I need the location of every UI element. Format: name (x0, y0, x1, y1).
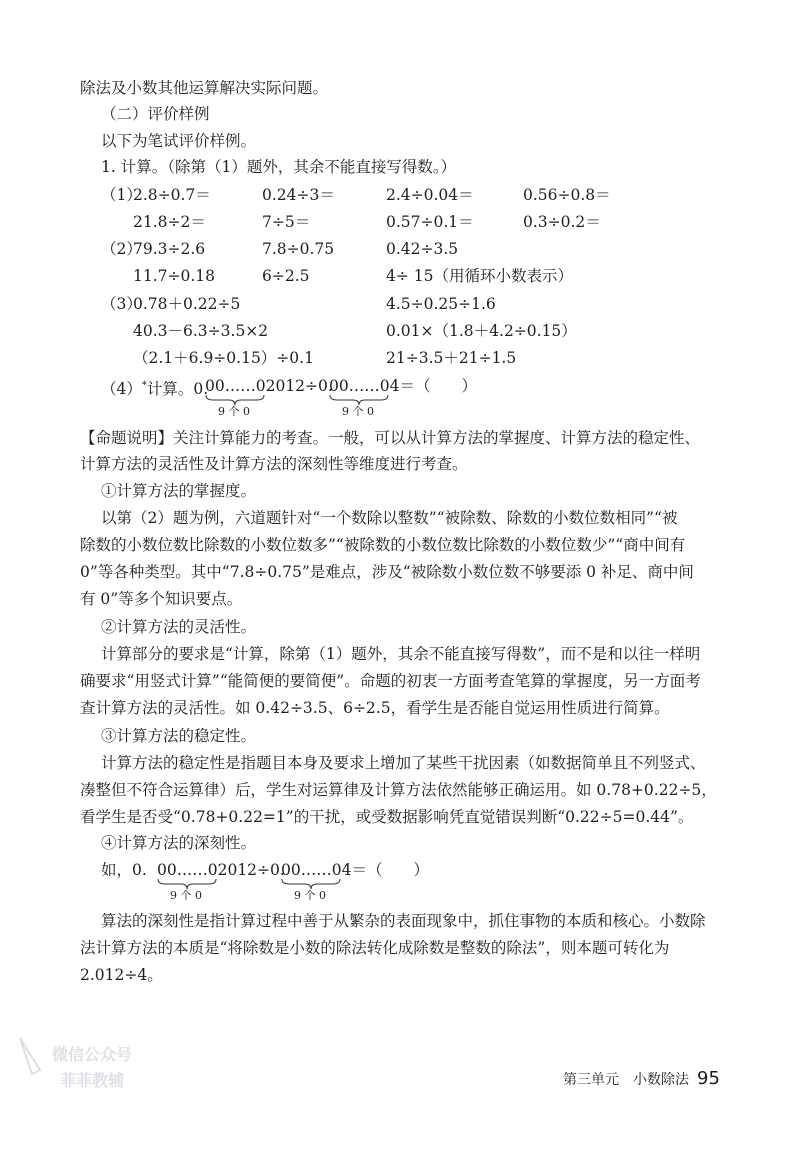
text-line: 【命题说明】关注计算能力的考查。一般，可以从计算方法的掌握度、计算方法的稳定性、 (80, 429, 701, 447)
star-mark: * (141, 380, 147, 391)
exercise: 2.4÷0.04＝ (386, 186, 474, 204)
exercise: 2.8÷0.7＝ (133, 186, 211, 204)
exercise: 40.3－6.3÷3.5×2 (133, 322, 269, 340)
number-text: 02012÷0. (255, 377, 333, 395)
page-footer (563, 1068, 720, 1089)
example-prefix: 如，0. (101, 861, 147, 879)
exercise: 4.5÷0.25÷1.6 (386, 295, 496, 313)
brace-label: 9 个 0 (294, 889, 326, 902)
unit-title: 第三单元 小数除法 (563, 1072, 689, 1088)
exercise: 7÷5＝ (262, 213, 311, 231)
text-line: 计算部分的要求是“计算，除第（1）题外，其余不能直接写得数”，而不是和以往一样明 (101, 645, 701, 663)
text-line: 以第（2）题为例，六道题针对“一个数除以整数”“被除数、除数的小数位数相同”“被 (101, 509, 678, 527)
question-heading: 1. 计算。（除第（1）题外，其余不能直接写得数。） (101, 158, 457, 176)
ellipsis: …… (224, 377, 256, 395)
watermark-line-2: 菲菲教辅 (60, 1071, 125, 1090)
page-number: 95 (697, 1068, 720, 1089)
ellipsis: …… (348, 377, 380, 395)
text-line: 凑整但不符合运算律）后，学生对运算律及计算方法依然能够正确运用。如 0.78+0.22÷5， (80, 781, 717, 799)
text-line: 以下为笔试评价样例。 (101, 132, 257, 150)
zeros: 00 (281, 861, 301, 879)
example-number-part (281, 860, 429, 880)
watermark-line-1: 微信公众号 (52, 1045, 133, 1064)
subheading: ②计算方法的灵活性。 (101, 618, 257, 636)
text-line: 看学生是否受“0.78+0.22=1”的干扰，或受数据影响凭直觉错误判断“0.22÷5=0.44”。 (80, 808, 694, 826)
group-label: （2） (101, 240, 142, 258)
exercise-text: 计算。0. (146, 380, 209, 399)
text-line: 除数的小数位数比除数的小数位数多”“被除数的小数位数比除数的小数位数少”“商中间有 (80, 536, 686, 554)
subheading: ③计算方法的稳定性。 (101, 727, 257, 745)
brace-label: 9 个 0 (218, 405, 250, 418)
brace-label: 9 个 0 (170, 889, 202, 902)
text-line: 计算方法的灵活性及计算方法的深刻性等维度进行考查。 (80, 455, 468, 473)
exercise: 21.8÷2＝ (133, 213, 206, 231)
exercise: 0.24÷3＝ (262, 186, 335, 204)
text-line: 计算方法的稳定性是指题目本身及要求上增加了某些干扰因素（如数据简单且不列竖式、 (101, 754, 706, 772)
section-heading: （二）评价样例 (101, 105, 210, 123)
exercise-line-4 (101, 376, 208, 399)
text-line: 算法的深刻性是指计算过程中善于从繁杂的表面现象中，抓住事物的本质和核心。小数除 (101, 912, 706, 930)
exercise: 79.3÷2.6 (133, 240, 206, 258)
exercise: 0.56÷0.8＝ (523, 186, 611, 204)
exercise: 11.7÷0.18 (133, 267, 216, 285)
text-line: 确要求“用竖式计算”“能简便的要简便”。命题的初衷一方面考查笔算的掌握度，另一方面考 (80, 672, 701, 690)
subheading: ④计算方法的深刻性。 (101, 834, 257, 852)
text-line: 2.012÷4。 (80, 966, 163, 984)
exercise: 0.01×（1.8＋4.2÷0.15） (386, 322, 577, 340)
exercise-number-part (329, 376, 477, 396)
brace-label: 9 个 0 (342, 405, 374, 418)
ellipsis: …… (176, 861, 208, 879)
group-label: （3） (101, 295, 142, 313)
exercise: 21÷3.5＋21÷1.5 (386, 349, 517, 367)
group-label: （1） (101, 186, 142, 204)
zeros: 00 (329, 377, 349, 395)
text-line: 有 0”等多个知识要点。 (80, 590, 243, 608)
exercise: 4÷ 15（用循环小数表示） (386, 267, 573, 285)
exercise: 0.42÷3.5 (386, 240, 459, 258)
exercise: 0.57÷0.1＝ (386, 213, 474, 231)
group-label: （4） (101, 380, 142, 399)
text-line: 查计算方法的灵活性。如 0.42÷3.5、6÷2.5，看学生是否能自觉运用性质进行简算。 (80, 699, 670, 717)
text-line: 除法及小数其他运算解决实际问题。 (80, 79, 329, 97)
zeros: 00 (205, 377, 225, 395)
example-number-part (157, 860, 285, 880)
ellipsis: …… (300, 861, 332, 879)
exercise-number-part (205, 376, 333, 396)
number-text: 04＝（ ） (331, 861, 429, 879)
text-line: 法计算方法的本质是“将除数是小数的除法转化成除数是整数的除法”，则本题可转化为 (80, 939, 670, 957)
subheading: ①计算方法的掌握度。 (101, 482, 257, 500)
exercise: 0.3÷0.2＝ (523, 213, 601, 231)
exercise: 0.78＋0.22÷5 (133, 295, 241, 313)
exercise: 7.8÷0.75 (262, 240, 335, 258)
exercise: （2.1＋6.9÷0.15）÷0.1 (133, 349, 314, 367)
watermark-logo (10, 1030, 145, 1100)
text-line: 0”等各种类型。其中“7.8÷0.75”是难点，涉及“被除数小数位数不够要添 0 补足、商中间 (80, 563, 694, 581)
number-text: 04＝（ ） (379, 377, 477, 395)
zeros: 00 (157, 861, 177, 879)
exercise: 6÷2.5 (262, 267, 310, 285)
number-text: 02012÷0. (207, 861, 285, 879)
